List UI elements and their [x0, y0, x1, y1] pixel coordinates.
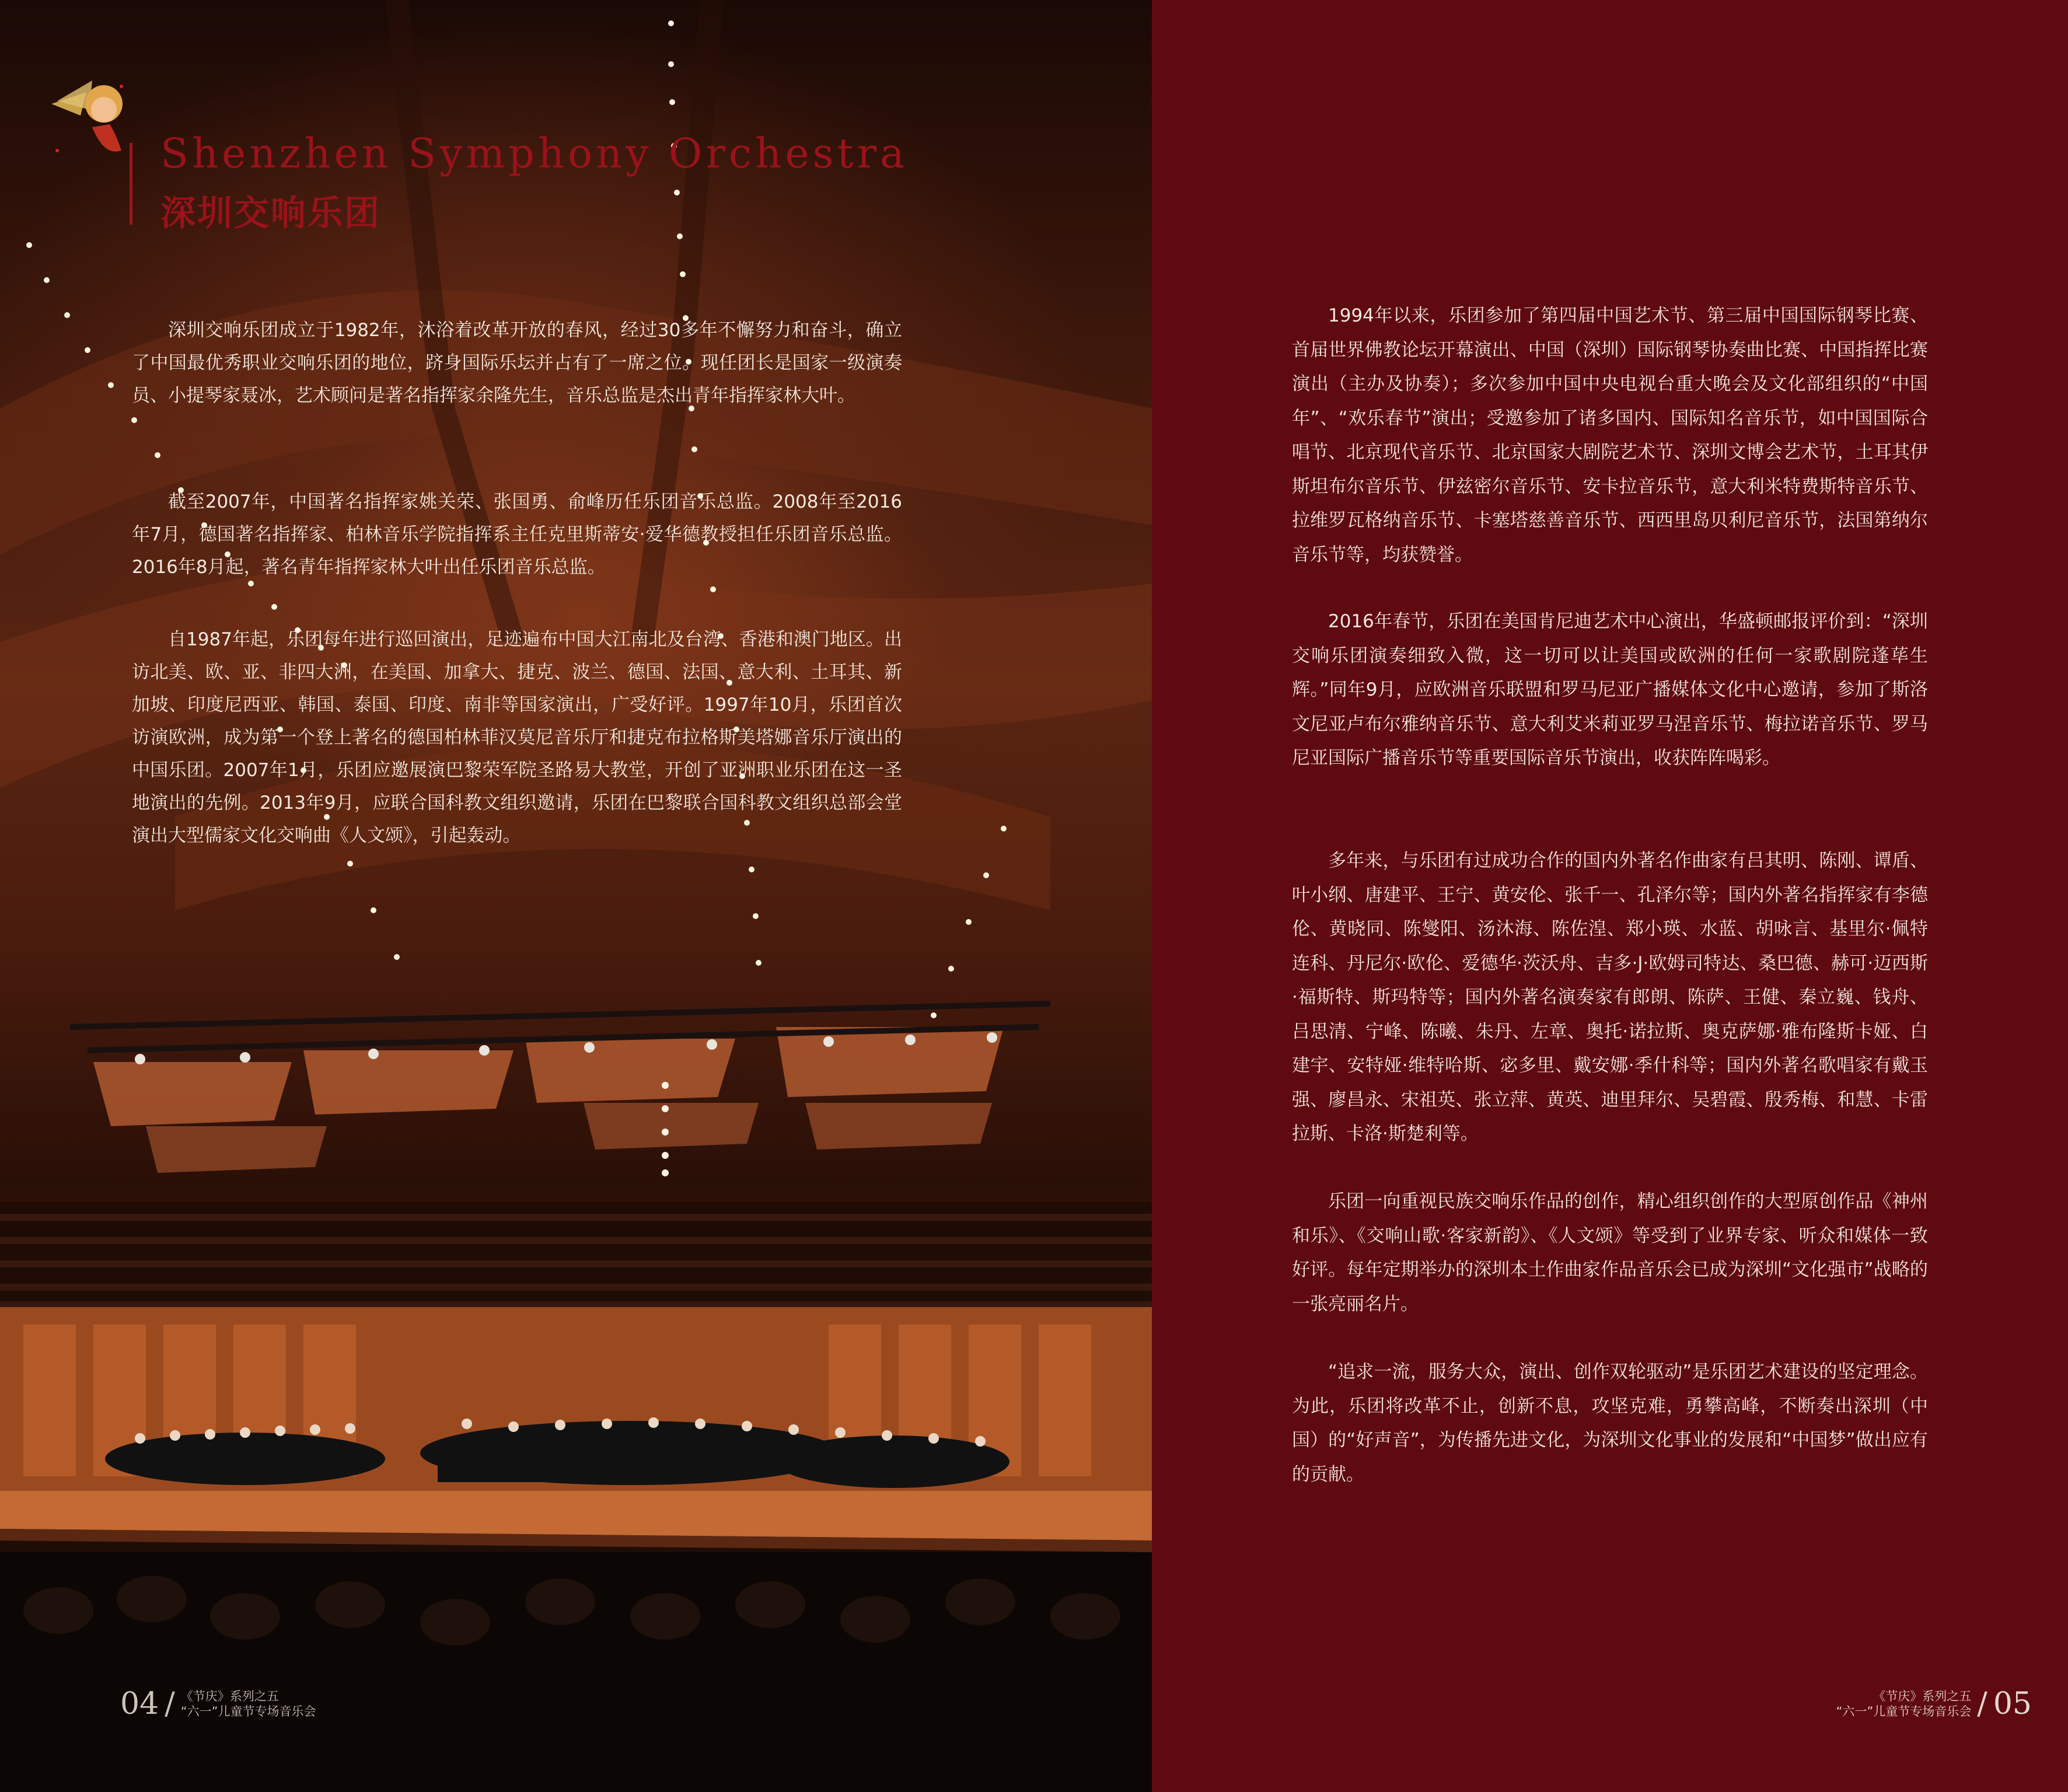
- mascot-emblem: [46, 69, 139, 168]
- paragraph-text: “追求一流，服务大众，演出、创作双轮驱动”是乐团艺术建设的坚定理念。为此，乐团将改革不止，创新不息，攻坚克难，勇攀高峰，不断奏出深圳（中国）的“好声音”，为传播先进文化，为深圳文化事业的发展和“中国梦”做出应有的贡献。: [1292, 1361, 1928, 1485]
- folio-slash: /: [1977, 1686, 1987, 1721]
- paragraph-text: 深圳交响乐团成立于1982年，沐浴着改革开放的春风，经过30多年不懈努力和奋斗，确立了中国最优秀职业交响乐团的地位，跻身国际乐坛并占有了一席之位。现任团长是国家一级演奏员、小提琴家聂冰，艺术顾问是著名指挥家余隆先生，音乐总监是杰出青年指挥家林大叶。: [132, 320, 902, 406]
- title-chinese: 深圳交响乐团: [160, 193, 381, 234]
- paragraph-text: 多年来，与乐团有过成功合作的国内外著名作曲家有吕其明、陈刚、谭盾、叶小纲、唐建平、王宁、黄安伦、张千一、孔泽尔等；国内外著名指挥家有李德伦、黄晓同、陈燮阳、汤沐海、陈佐湟、郑小瑛、水蓝、胡咏言、基里尔·佩特连科、丹尼尔·欧伦、爱德华·茨沃舟、吉多·J·欧姆司特达、桑巴德、赫可·迈西斯·福斯特、斯玛特等；国内外著名演奏家有郎朗、陈萨、王健、秦立巍、钱舟、吕思清、宁峰、陈曦、朱丹、左章、奥托·诺拉斯、奥克萨娜·雅布隆斯卡娅、白建宇、安特娅·维特哈斯、宓多里、戴安娜·季什科等；国内外著名歌唱家有戴玉强、廖昌永、宋祖英、张立萍、黄英、迪里拜尔、吴碧霞、殷秀梅、和慧、卡雷拉斯、卡洛·斯楚利等。: [1292, 850, 1928, 1144]
- right-paragraph-3: [1292, 844, 1928, 1151]
- folio-slash: /: [165, 1686, 175, 1721]
- right-paragraph-4: [1292, 1185, 1928, 1321]
- right-paragraph-1: [1292, 299, 1928, 572]
- right-paragraph-5: [1292, 1355, 1928, 1491]
- page-number: 04: [120, 1686, 159, 1721]
- page-folio-left: [120, 1686, 316, 1721]
- paragraph-text: 2016年春节，乐团在美国肯尼迪艺术中心演出，华盛顿邮报评价到：“深圳交响乐团演奏细致入微，这一切可以让美国或欧洲的任何一家歌剧院蓬荜生辉。”同年9月，应欧洲音乐联盟和罗马尼亚广播媒体文化中心邀请，参加了斯洛文尼亚卢布尔雅纳音乐节、意大利艾米莉亚罗马涅音乐节、梅拉诺音乐节、罗马尼亚国际广播音乐节等重要国际音乐节演出，收获阵阵喝彩。: [1292, 611, 1928, 769]
- page-folio-right: [1836, 1686, 2032, 1721]
- right-paragraph-2: [1292, 605, 1928, 776]
- right-page: [1152, 0, 2068, 1792]
- title-accent-bar: [130, 143, 132, 225]
- folio-caption: [1836, 1689, 1972, 1719]
- folio-caption-line2: “六一”儿童节专场音乐会: [180, 1704, 316, 1718]
- left-paragraph-3: [132, 623, 902, 852]
- paragraph-text: 乐团一向重视民族交响乐作品的创作，精心组织创作的大型原创作品《神州和乐》、《交响山歌·客家新韵》、《人文颂》等受到了业界专家、听众和媒体一致好评。每年定期举办的深圳本土作曲家作品音乐会已成为深圳“文化强市”战略的一张亮丽名片。: [1292, 1191, 1928, 1315]
- folio-caption-line2: “六一”儿童节专场音乐会: [1836, 1704, 1972, 1718]
- paragraph-text: 自1987年起，乐团每年进行巡回演出，足迹遍布中国大江南北及台湾、香港和澳门地区。出访北美、欧、亚、非四大洲，在美国、加拿大、捷克、波兰、德国、法国、意大利、土耳其、新加坡、印度尼西亚、韩国、泰国、印度、南非等国家演出，广受好评。1997年10月，乐团首次访演欧洲，成为第一个登上著名的德国柏林菲汉莫尼音乐厅和捷克布拉格斯美塔娜音乐厅演出的中国乐团。2007年1月，乐团应邀展演巴黎荣军院圣路易大教堂，开创了亚洲职业乐团在这一圣地演出的先例。2013年9月，应联合国科教文组织邀请，乐团在巴黎联合国科教文组织总部会堂演出大型儒家文化交响曲《人文颂》，引起轰动。: [132, 629, 902, 846]
- paragraph-text: 1994年以来，乐团参加了第四届中国艺术节、第三届中国国际钢琴比赛、首届世界佛教论坛开幕演出、中国（深圳）国际钢琴协奏曲比赛、中国指挥比赛演出（主办及协奏）；多次参加中国中央电视台重大晚会及文化部组织的“中国年”、“欢乐春节”演出；受邀参加了诸多国内、国际知名音乐节，如中国国际合唱节、北京现代音乐节、北京国家大剧院艺术节、深圳文博会艺术节，土耳其伊斯坦布尔音乐节、伊兹密尔音乐节、安卡拉音乐节，意大利米特费斯特音乐节、拉维罗瓦格纳音乐节、卡塞塔慈善音乐节、西西里岛贝利尼音乐节，法国第纳尔音乐节等，均获赞誉。: [1292, 305, 1928, 565]
- paragraph-text: 截至2007年，中国著名指挥家姚关荣、张国勇、俞峰历任乐团音乐总监。2008年至2016年7月，德国著名指挥家、柏林音乐学院指挥系主任克里斯蒂安·爱华德教授担任乐团音乐总监。2016年8月起，著名青年指挥家林大叶出任乐团音乐总监。: [132, 491, 902, 578]
- left-paragraph-1: [132, 314, 902, 412]
- left-paragraph-2: [132, 485, 902, 584]
- folio-caption-line1: 《节庆》系列之五: [1873, 1689, 1972, 1703]
- folio-caption: [181, 1689, 316, 1719]
- title-english: Shenzhen Symphony Orchestra: [160, 130, 908, 177]
- page-number: 05: [1993, 1686, 2032, 1721]
- folio-caption-line1: 《节庆》系列之五: [180, 1689, 279, 1703]
